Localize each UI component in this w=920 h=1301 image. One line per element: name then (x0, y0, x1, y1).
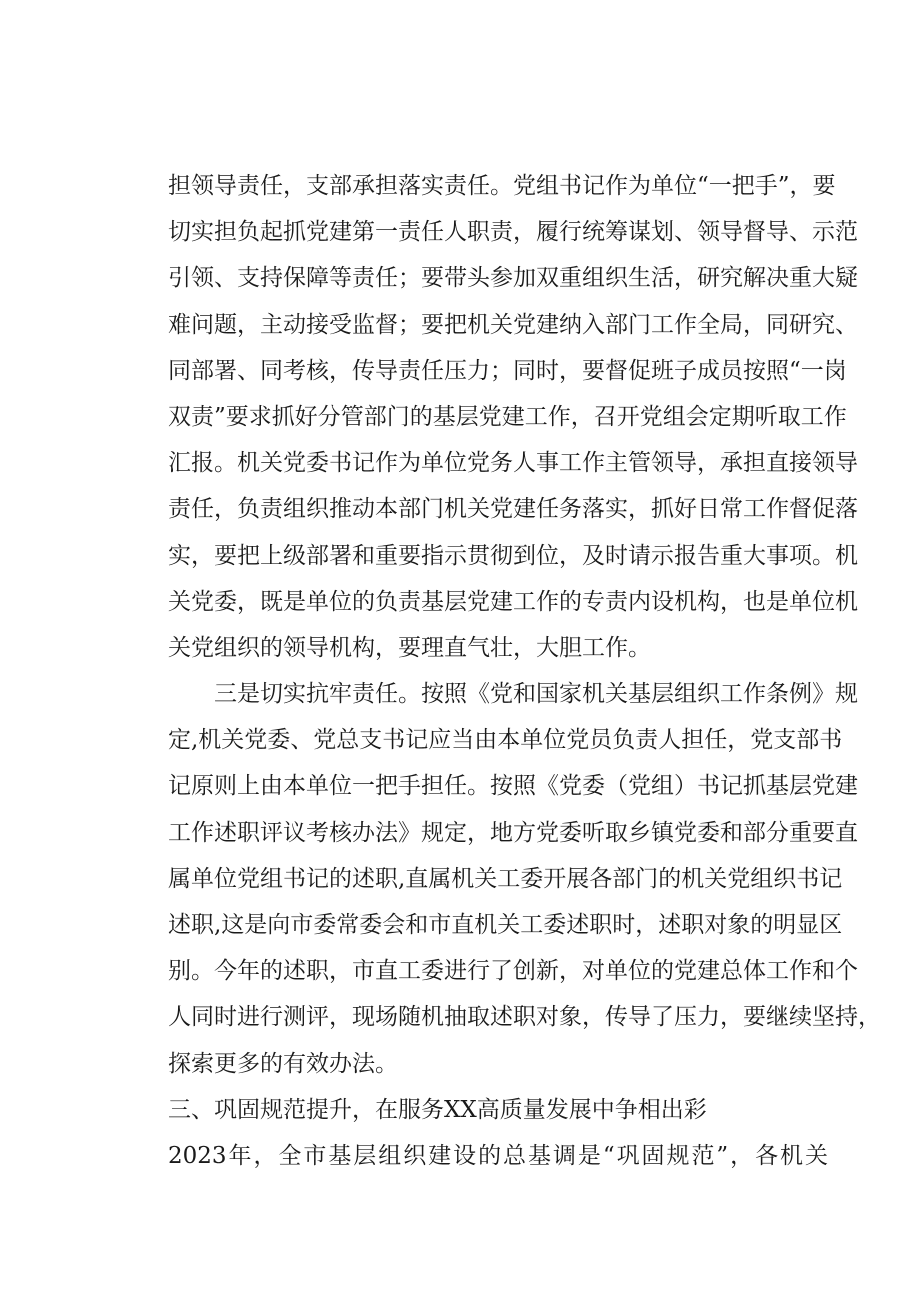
text-line-4: 难问题，主动接受监督；要把机关党建纳入部门工作全局，同研究、 (168, 311, 858, 338)
text-line-10: 关党委，既是单位的负责基层党建工作的专责内设机构，也是单位机 (168, 588, 858, 615)
document-body (168, 163, 881, 1179)
text-line-9: 实，要把上级部署和重要指示贯彻到位，及时请示报告重大事项。机 (168, 542, 858, 569)
text-line-18: 别。今年的述职，市直工委进行了创新，对单位的党建总体工作和个 (168, 958, 858, 985)
section-heading: 三、巩固规范提升，在服务XX高质量发展中争相出彩 (168, 1096, 707, 1123)
text-line-7: 汇报。机关党委书记作为单位党务人事工作主管领导，承担直接领导 (168, 450, 858, 477)
text-line-1: 担领导责任，支部承担落实责任。党组书记作为单位“一把手”，要 (168, 173, 836, 199)
text-line-6: 双责”要求抓好分管部门的基层党建工作，召开党组会定期听取工作 (168, 403, 847, 430)
text-line-13: 定,机关党委、党总支书记应当由本单位党员负责人担任，党支部书 (168, 727, 843, 754)
text-line-15: 工作述职评议考核办法》规定，地方党委听取乡镇党委和部分重要直 (168, 819, 858, 846)
text-line-5: 同部署、同考核，传导责任压力；同时，要督促班子成员按照“一岗 (168, 357, 847, 384)
text-line-8: 责任，负责组织推动本部门机关党建任务落实，抓好日常工作督促落 (168, 496, 858, 523)
text-line-20: 探索更多的有效办法。 (168, 1050, 398, 1077)
text-line-11: 关党组织的领导机构，要理直气壮，大胆工作。 (168, 634, 651, 661)
text-line-22: 2023年，全市基层组织建设的总基调是“巩固规范”，各机关 (168, 1142, 828, 1169)
text-line-16: 属单位党组书记的述职,直属机关工委开展各部门的机关党组织书记 (168, 865, 843, 892)
text-line-2: 切实担负起抓党建第一责任人职责，履行统筹谋划、领导督导、示范 (168, 219, 858, 246)
text-line-19: 人同时进行测评，现场随机抽取述职对象，传导了压力，要继续坚持， (168, 1004, 881, 1031)
text-line-14: 记原则上由本单位一把手担任。按照《党委（党组）书记抓基层党建 (168, 773, 858, 800)
paragraph-start-line: 三是切实抗牢责任。按照《党和国家机关基层组织工作条例》规 (214, 681, 858, 708)
text-line-3: 引领、支持保障等责任；要带头参加双重组织生活，研究解决重大疑 (168, 265, 858, 292)
text-line-17: 述职,这是向市委常委会和市直机关工委述职时，述职对象的明显区 (168, 912, 843, 938)
